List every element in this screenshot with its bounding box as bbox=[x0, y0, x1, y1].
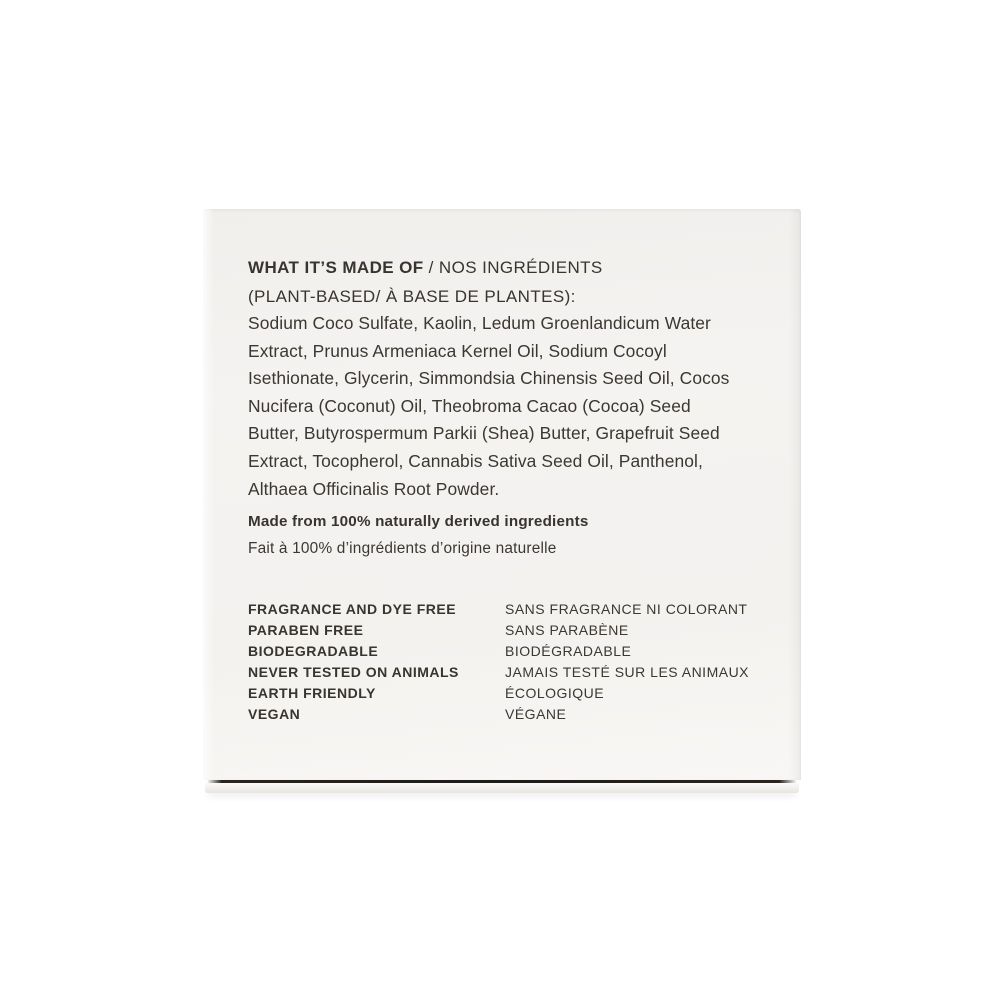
natural-claim bbox=[248, 508, 589, 562]
box-right-edge-shade bbox=[788, 209, 801, 780]
claim-french: JAMAIS TESTÉ SUR LES ANIMAUX bbox=[505, 663, 750, 680]
claim-french: ÉCOLOGIQUE bbox=[505, 684, 605, 701]
heading-french: / NOS INGRÉDIENTS bbox=[428, 258, 603, 277]
claim-english: NEVER TESTED ON ANIMALS bbox=[248, 663, 459, 680]
ingredients-list bbox=[248, 310, 729, 503]
ingredients-line: Butter, Butyrospermum Parkii (Shea) Butter, Grapefruit Seed bbox=[248, 423, 720, 444]
product-box-back-panel bbox=[203, 209, 801, 793]
box-bottom-flap bbox=[205, 783, 799, 793]
product-claims-table bbox=[248, 599, 749, 724]
ingredients-line: Althaea Officinalis Root Powder. bbox=[248, 478, 500, 499]
ingredients-line: Extract, Tocopherol, Cannabis Sativa Seed Oil, Panthenol, bbox=[248, 450, 703, 471]
claim-french: BIODÉGRADABLE bbox=[505, 642, 632, 659]
ingredients-line: Nucifera (Coconut) Oil, Theobroma Cacao (Cocoa) Seed bbox=[248, 395, 691, 416]
claim-french: SANS FRAGRANCE NI COLORANT bbox=[505, 601, 748, 617]
box-face bbox=[203, 209, 801, 780]
natural-claim-english: Made from 100% naturally derived ingredients bbox=[248, 513, 589, 530]
claim-english: FRAGRANCE AND DYE FREE bbox=[248, 601, 457, 617]
box-left-edge-highlight bbox=[203, 209, 214, 780]
claim-english: PARABEN FREE bbox=[248, 621, 364, 638]
claim-english: BIODEGRADABLE bbox=[248, 642, 379, 659]
claim-english: EARTH FRIENDLY bbox=[248, 684, 376, 701]
claim-french: VÉGANE bbox=[505, 705, 567, 722]
heading-english: WHAT IT’S MADE OF bbox=[248, 258, 424, 277]
claim-french: SANS PARABÈNE bbox=[505, 621, 629, 638]
ingredients-line: Isethionate, Glycerin, Simmondsia Chinensis Seed Oil, Cocos bbox=[248, 368, 730, 389]
natural-claim-french: Fait à 100% d’ingrédients d’origine naturelle bbox=[248, 540, 557, 557]
heading-subline: (PLANT-BASED/ À BASE DE PLANTES): bbox=[248, 287, 576, 306]
ingredients-line: Extract, Prunus Armeniaca Kernel Oil, Sodium Cocoyl bbox=[248, 340, 667, 361]
ingredients-line: Sodium Coco Sulfate, Kaolin, Ledum Groenlandicum Water bbox=[248, 313, 711, 333]
ingredients-heading bbox=[248, 253, 603, 311]
claim-english: VEGAN bbox=[248, 705, 301, 722]
